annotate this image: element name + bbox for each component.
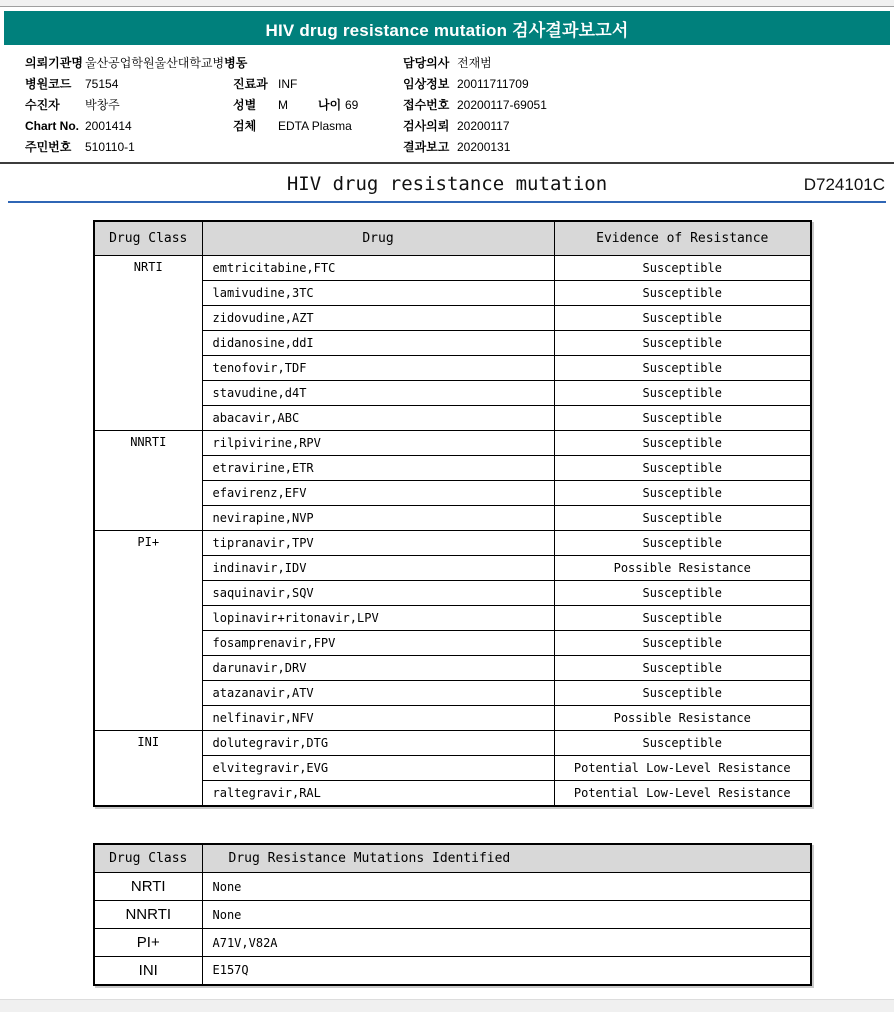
doctor-label: 담당의사 [403,56,450,70]
info-row-resident-no [25,136,247,157]
mutation-value-cell: E157Q [202,957,811,985]
drug-class-cell: NRTI [94,256,202,431]
evidence-cell: Possible Resistance [554,556,811,581]
drug-cell: dolutegravir,DTG [202,731,554,756]
resistance-row [94,606,811,631]
drug-cell: abacavir,ABC [202,406,554,431]
drug-cell: etravirine,ETR [202,456,554,481]
resistance-row [94,656,811,681]
mutation-value-cell: None [202,873,811,901]
clinical-info-label: 임상정보 [403,77,450,91]
info-row-doctor [403,52,547,73]
mutation-row [94,957,811,985]
resistance-row [94,631,811,656]
drug-cell: indinavir,IDV [202,556,554,581]
resistance-row [94,256,811,281]
drug-cell: darunavir,DRV [202,656,554,681]
chart-no-value: 2001414 [85,118,132,133]
drug-cell: tipranavir,TPV [202,531,554,556]
evidence-cell: Susceptible [554,431,811,456]
evidence-cell: Susceptible [554,456,811,481]
resistance-row [94,781,811,806]
drug-class-cell: PI+ [94,531,202,731]
mutations-table-body [94,873,811,985]
drug-cell: efavirenz,EFV [202,481,554,506]
drug-cell: atazanavir,ATV [202,681,554,706]
mutation-value-cell: None [202,901,811,929]
mutations-table [93,843,812,986]
resistance-row [94,581,811,606]
evidence-cell: Potential Low-Level Resistance [554,756,811,781]
resistance-row [94,281,811,306]
sex-label: 성별 [233,98,257,112]
evidence-cell: Susceptible [554,681,811,706]
patient-info-right [403,52,547,157]
age-label: 나이 [318,98,342,112]
resistance-row [94,531,811,556]
section-title: HIV drug resistance mutation [286,173,608,195]
resistance-row [94,706,811,731]
chart-no-label: Chart No. [25,118,79,133]
drug-cell: rilpivirine,RPV [202,431,554,456]
evidence-cell: Susceptible [554,381,811,406]
resistance-row [94,481,811,506]
resistance-row [94,431,811,456]
resistance-row [94,681,811,706]
window-bottom-strip [0,999,894,1012]
drug-cell: lopinavir+ritonavir,LPV [202,606,554,631]
resistance-row [94,306,811,331]
drug-cell: stavudine,d4T [202,381,554,406]
info-row-test-request [403,115,547,136]
clinical-info-value: 20011711709 [457,76,529,91]
patient-label: 수진자 [25,98,60,112]
evidence-cell: Susceptible [554,656,811,681]
info-row-sex-age [233,94,358,115]
drug-class-cell: NNRTI [94,431,202,531]
receipt-no-label: 접수번호 [403,98,450,112]
evidence-cell: Susceptible [554,331,811,356]
drug-cell: emtricitabine,FTC [202,256,554,281]
resistance-table [93,220,812,807]
patient-info-middle [233,73,358,136]
resistance-row [94,731,811,756]
evidence-cell: Susceptible [554,481,811,506]
dept-label: 진료과 [233,77,268,91]
hospital-code-label: 병원코드 [25,77,72,91]
mutation-row [94,901,811,929]
evidence-cell: Possible Resistance [554,706,811,731]
info-row-dept [233,73,358,94]
info-row-org [25,52,247,73]
report-banner [4,11,890,45]
drug-cell: raltegravir,RAL [202,781,554,806]
resistance-row [94,381,811,406]
drug-cell: didanosine,ddI [202,331,554,356]
resistance-row [94,406,811,431]
mutations-table-header-row [94,844,811,873]
age-value: 69 [345,97,359,112]
patient-value: 박창주 [85,98,120,112]
drug-cell: nelfinavir,NFV [202,706,554,731]
mutation-row [94,929,811,957]
mutations-header-drug-class: Drug Class [94,844,202,873]
org-label: 의뢰기관명 [25,56,83,70]
drug-cell: elvitegravir,EVG [202,756,554,781]
resistance-row [94,356,811,381]
evidence-cell: Susceptible [554,256,811,281]
evidence-cell: Potential Low-Level Resistance [554,781,811,806]
resistance-table-header-row [94,221,811,256]
drug-cell: nevirapine,NVP [202,506,554,531]
header-drug-class: Drug Class [94,221,202,256]
resistance-table-body [94,256,811,806]
evidence-cell: Susceptible [554,606,811,631]
mutation-drug-class-cell: INI [94,957,202,985]
mutation-drug-class-cell: PI+ [94,929,202,957]
info-row-receipt-no [403,94,547,115]
dept-value: INF [278,76,298,91]
test-code: D724101C [803,175,885,194]
info-row-clinical-info [403,73,547,94]
result-report-label: 결과보고 [403,140,450,154]
specimen-value: EDTA Plasma [278,118,352,133]
hospital-code-value: 75154 [85,76,119,91]
evidence-cell: Susceptible [554,306,811,331]
mutation-value-cell: A71V,V82A [202,929,811,957]
mutation-row [94,873,811,901]
org-value: 울산공업학원울산대학교병병동 [85,56,248,70]
section-title-underline [8,201,886,203]
evidence-cell: Susceptible [554,631,811,656]
report-banner-title: HIV drug resistance mutation 검사결과보고서 [265,20,629,40]
resistance-row [94,331,811,356]
receipt-no-value: 20200117-69051 [457,97,547,112]
drug-cell: saquinavir,SQV [202,581,554,606]
header-evidence: Evidence of Resistance [554,221,811,256]
resistance-row [94,756,811,781]
resistance-row [94,556,811,581]
drug-cell: zidovudine,AZT [202,306,554,331]
drug-cell: fosamprenavir,FPV [202,631,554,656]
test-request-value: 20200117 [457,118,510,133]
header-drug: Drug [202,221,554,256]
evidence-cell: Susceptible [554,406,811,431]
result-report-value: 20200131 [457,139,511,154]
evidence-cell: Susceptible [554,281,811,306]
info-row-patient [25,94,247,115]
evidence-cell: Susceptible [554,506,811,531]
patient-info-left [25,52,247,157]
evidence-cell: Susceptible [554,731,811,756]
info-row-hospital-code [25,73,247,94]
doctor-value: 전재범 [457,56,492,70]
drug-cell: lamivudine,3TC [202,281,554,306]
evidence-cell: Susceptible [554,531,811,556]
test-request-label: 검사의뢰 [403,119,450,133]
info-row-specimen [233,115,358,136]
window-top-strip [0,0,894,7]
info-row-result-report [403,136,547,157]
resistance-row [94,456,811,481]
header-divider-rule [0,162,894,164]
drug-class-cell: INI [94,731,202,806]
resident-no-label: 주민번호 [25,140,72,154]
evidence-cell: Susceptible [554,356,811,381]
evidence-cell: Susceptible [554,581,811,606]
resident-no-value: 510110-1 [85,139,135,154]
sex-value: M [278,97,288,112]
mutation-drug-class-cell: NRTI [94,873,202,901]
mutation-drug-class-cell: NNRTI [94,901,202,929]
mutations-header-identified: Drug Resistance Mutations Identified [202,844,811,873]
specimen-label: 검체 [233,119,257,133]
drug-cell: tenofovir,TDF [202,356,554,381]
resistance-row [94,506,811,531]
info-row-chart-no [25,115,247,136]
